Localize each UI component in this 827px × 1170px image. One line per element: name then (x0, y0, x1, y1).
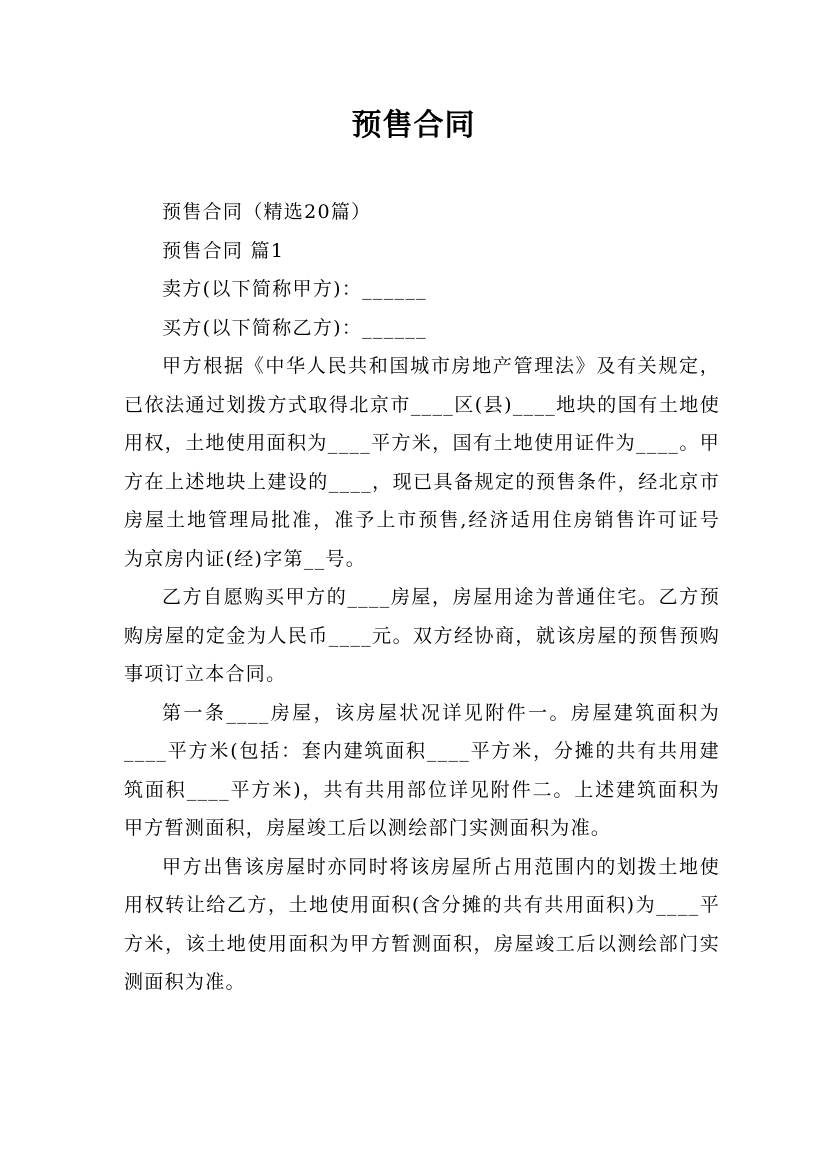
paragraph-article-1: 第一条____房屋，该房屋状况详见附件一。房屋建筑面积为____平方米(包括：套内建筑面积____平方米，分摊的共有共用建筑面积____平方米)，共有共用部位详见附件二。上述建筑面积为甲方暂测面积，房屋竣工后以测绘部门实测面积为准。 (124, 701, 720, 839)
paragraph-collection-heading: 预售合同（精选20篇） (162, 201, 372, 223)
paragraph-buyer-intent: 乙方自愿购买甲方的____房屋，房屋用途为普通住宅。乙方预购房屋的定金为人民币____元。双方经协商，就该房屋的预售预购事项订立本合同。 (124, 586, 720, 685)
paragraph-buyer: 买方(以下简称乙方)：______ (162, 316, 427, 339)
paragraph-preamble: 甲方根据《中华人民共和国城市房地产管理法》及有关规定，已依法通过划拨方式取得北京市____区(县)____地块的国有土地使用权，土地使用面积为____平方米，国有土地使用证件为____。甲方在上述地块上建设的____，现已具备规定的预售条件，经北京市房屋土地管理局批准，准予上市预售,经济适用住房销售许可证号为京房内证(经)字第__号。 (124, 355, 720, 570)
paragraph-article-heading: 预售合同 篇1 (162, 239, 285, 262)
paragraph-seller: 卖方(以下简称甲方)：______ (162, 278, 427, 300)
document-body (124, 193, 720, 1002)
document-title: 预售合同 (351, 108, 476, 143)
paragraph-land-transfer: 甲方出售该房屋时亦同时将该房屋所占用范围内的划拨土地使用权转让给乙方，土地使用面积(含分摊的共有共用面积)为____平方米，该土地使用面积为甲方暂测面积，房屋竣工后以测绘部门实测面积为准。 (124, 855, 720, 993)
